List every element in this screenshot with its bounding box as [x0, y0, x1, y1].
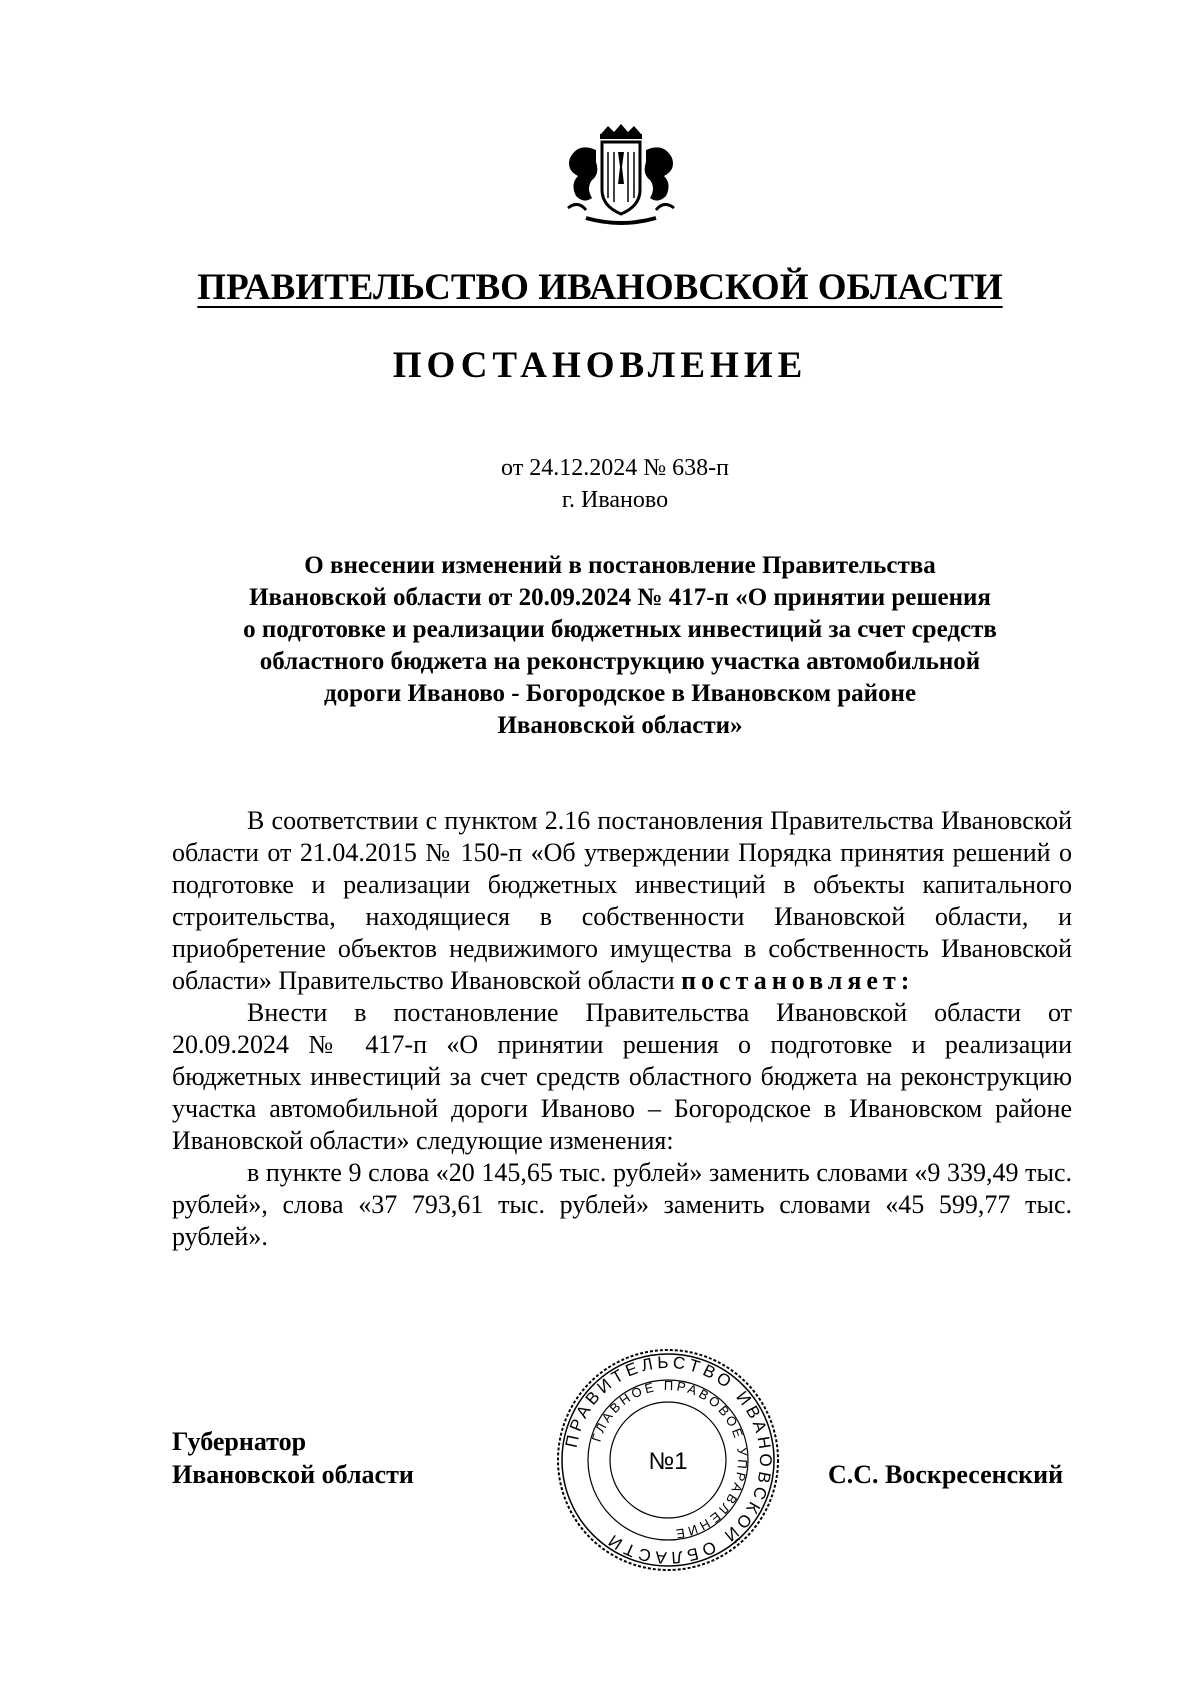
subject-line: областного бюджета на реконструкцию участка автомобильной [259, 648, 981, 675]
preamble-text: В соответствии с пунктом 2.16 постановления Правительства Ивановской области от 21.04.2015 № 150-п «Об утверждении Порядка принятия решений о подготовке и реализации бюджетных инвестиций в объекты капитального строительства, находящиеся в собственности Ивановской области, и приобретение объектов недвижимого имущества в собственность Ивановской области» Правительство Ивановской области [172, 806, 1072, 995]
amendment-detail-paragraph: в пункте 9 слова «20 145,65 тыс. рублей» заменить словами «9 339,49 тыс. рублей», слова «37 793,61 тыс. рублей» заменить словами «45 599,77 тыс. рублей». [172, 1158, 1072, 1251]
signer-position-line: Губернатор [172, 1427, 307, 1456]
stamp-number: №1 [648, 1448, 688, 1475]
coat-of-arms-icon [556, 122, 686, 232]
document-date-number: от 24.12.2024 № 638-п [501, 455, 729, 481]
signer-position [172, 1425, 414, 1491]
resolves-word: постановляет: [681, 966, 915, 995]
subject-line: Ивановской области» [497, 712, 743, 739]
signer-name: С.С. Воскресенский [828, 1460, 1064, 1489]
government-title-text: ПРАВИТЕЛЬСТВО ИВАНОВСКОЙ ОБЛАСТИ [197, 267, 1003, 308]
stamp-inner-text: ГЛАВНОЕ ПРАВОВОЕ УПРАВЛЕНИЕ [588, 1377, 751, 1542]
document-subject [180, 550, 1060, 742]
subject-line: о подготовке и реализации бюджетных инвестиций за счет средств [243, 616, 997, 643]
subject-line: Ивановской области от 20.09.2024 № 417-п «О принятии решения [249, 584, 991, 611]
stamp-outer-text: ПРАВИТЕЛЬСТВО ИВАНОВСКОЙ ОБЛАСТИ [561, 1352, 776, 1568]
preamble-paragraph [172, 805, 1072, 997]
government-title [0, 266, 1200, 310]
subject-line: О внесении изменений в постановление Правительства [304, 552, 936, 579]
document-city: г. Иваново [561, 487, 669, 513]
signer-position-line: Ивановской области [172, 1460, 414, 1489]
official-stamp [553, 1345, 783, 1575]
subject-line: дороги Иваново - Богородское в Ивановском районе [323, 680, 917, 707]
amendment-paragraph: Внести в постановление Правительства Ивановской области от 20.09.2024 № 417-п «О принятии решения о подготовке и реализации бюджетных инвестиций за счет средств областного бюджета на реконструкцию участка автомобильной дороги Иваново – Богородское в Ивановском районе Ивановской области» следующие изменения: [172, 998, 1072, 1155]
document-body [172, 805, 1072, 1253]
document-type: ПОСТАНОВЛЕНИЕ [392, 345, 808, 386]
